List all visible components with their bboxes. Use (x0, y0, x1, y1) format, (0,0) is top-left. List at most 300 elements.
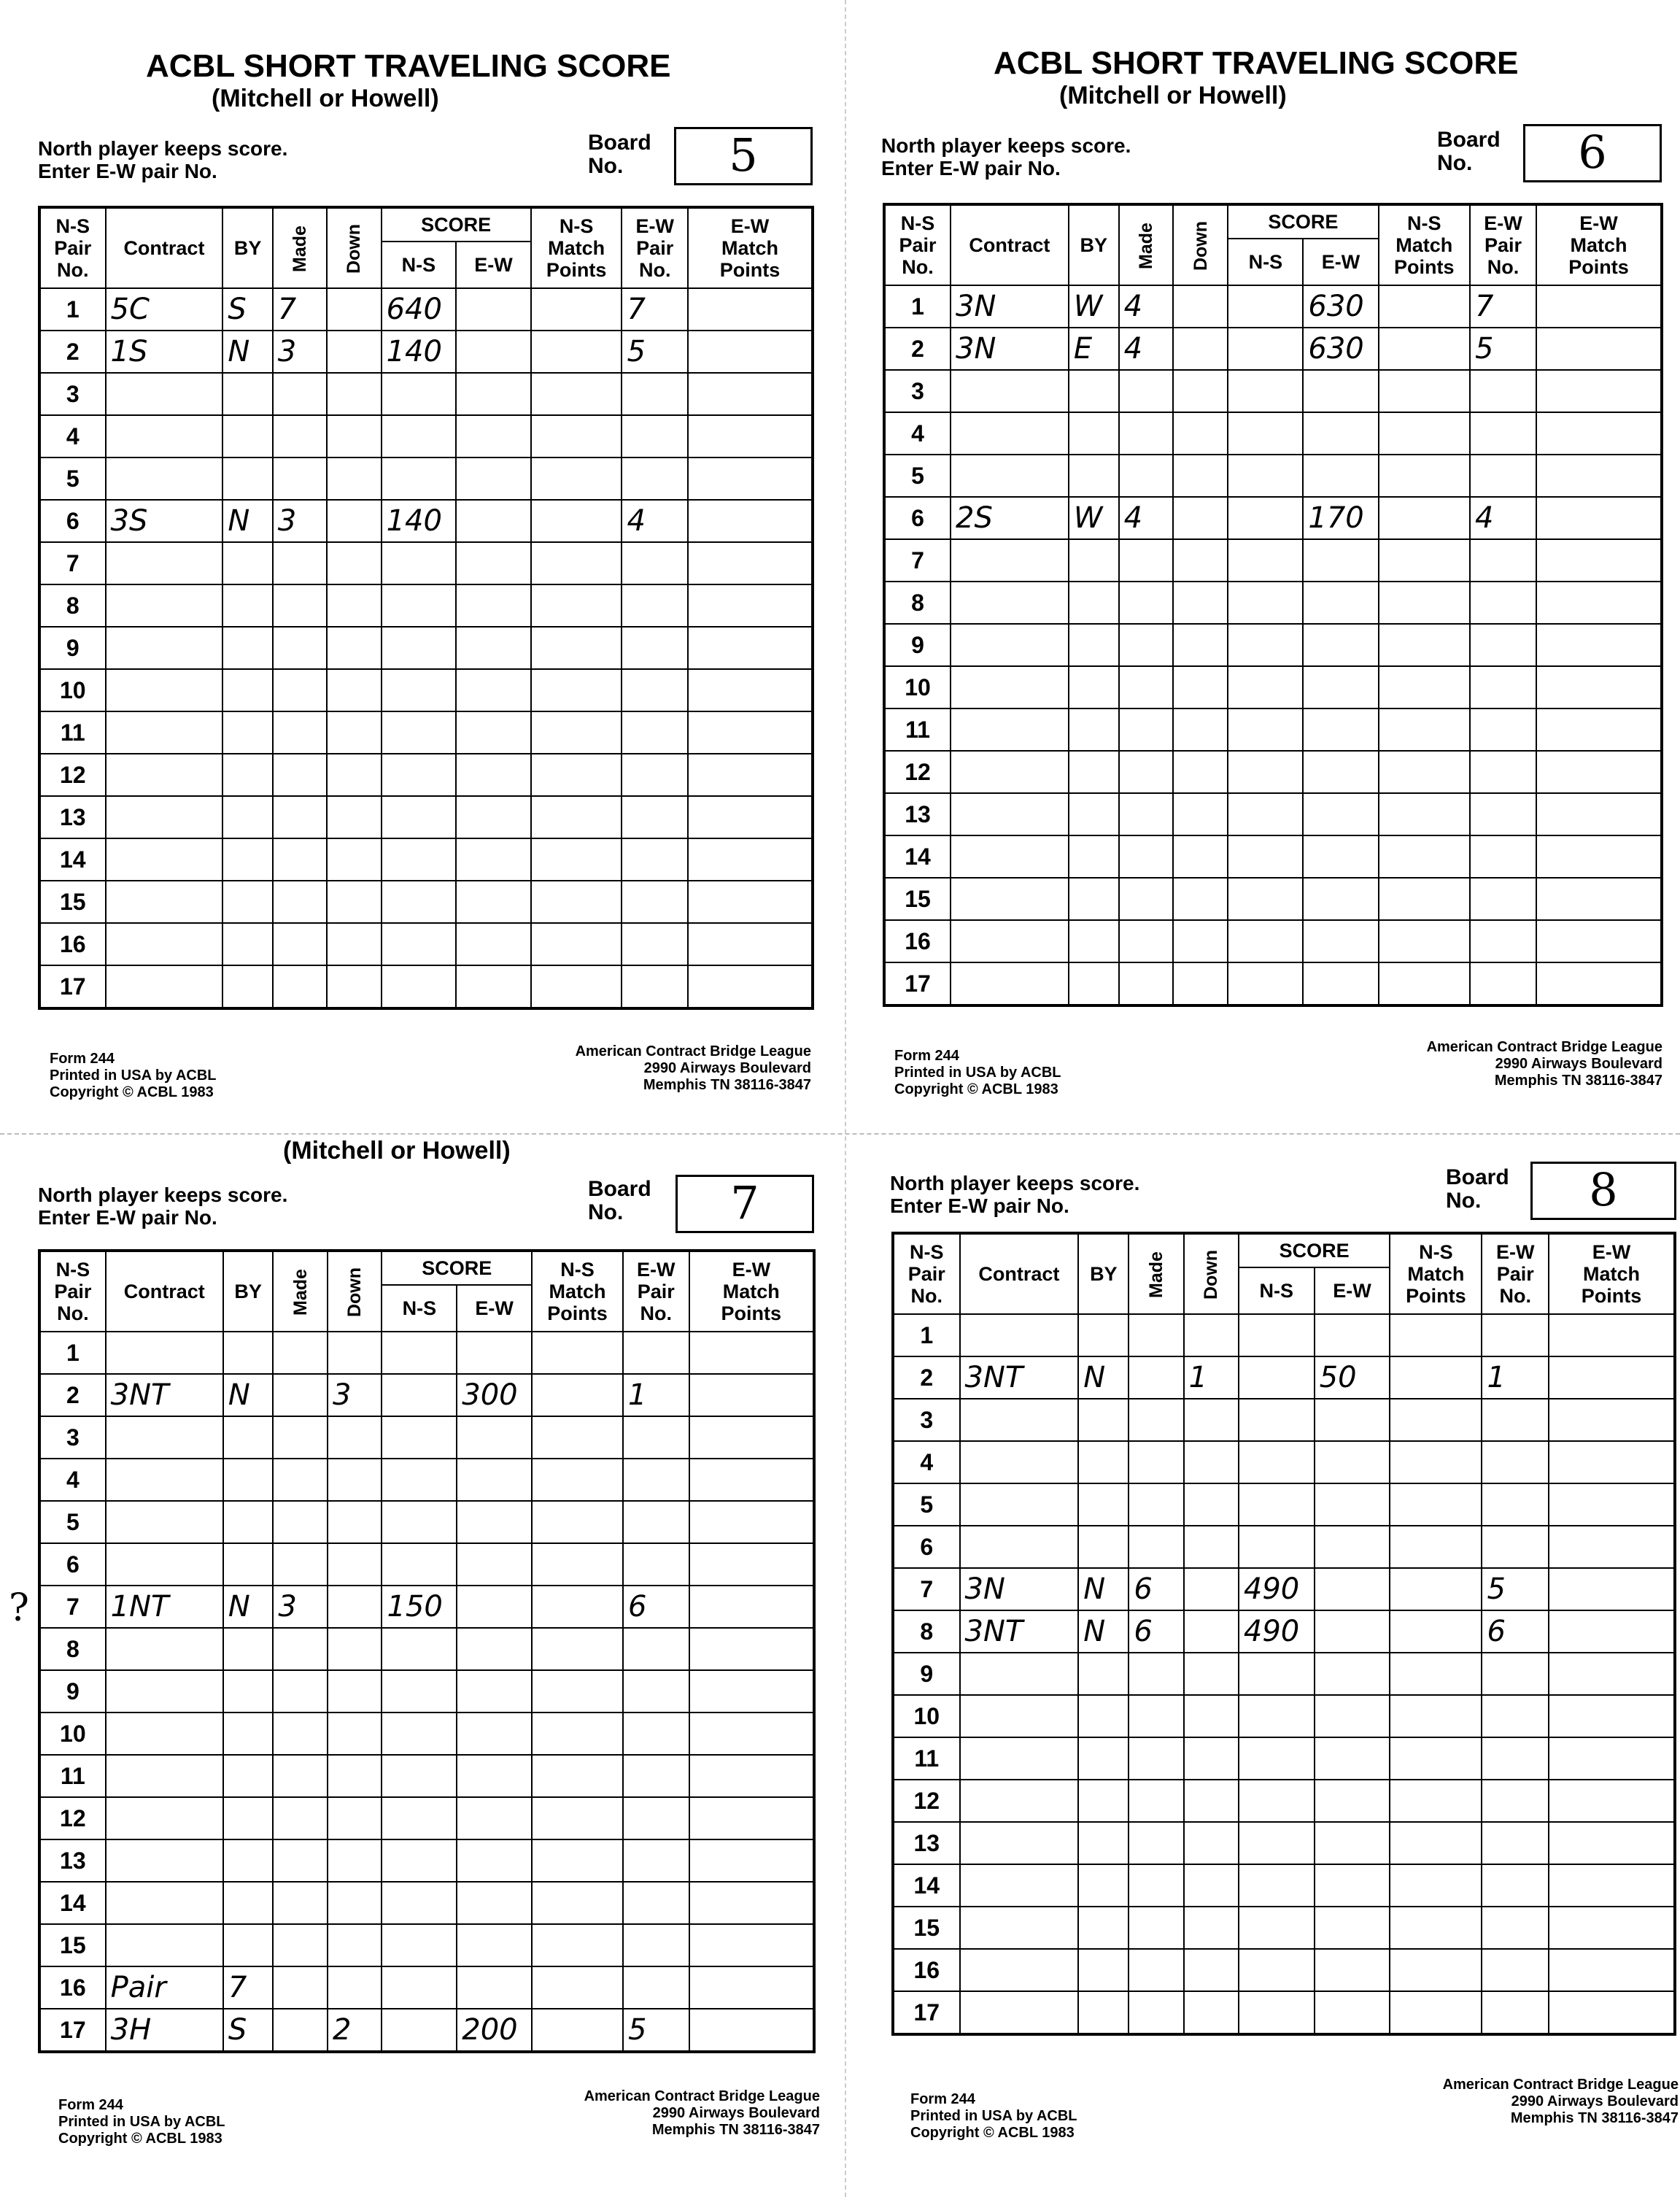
cell-score-ns[interactable] (1228, 793, 1303, 835)
cell-ew-match-points[interactable] (689, 1416, 814, 1459)
cell-by[interactable] (223, 1839, 274, 1882)
cell-ew-pair[interactable] (623, 1543, 689, 1586)
cell-score-ew[interactable] (1315, 1526, 1390, 1568)
cell-ew-match-points[interactable] (689, 1332, 814, 1374)
cell-ew-match-points[interactable] (1549, 1907, 1675, 1949)
cell-score-ns[interactable] (382, 965, 457, 1008)
cell-ns-match-points[interactable] (532, 1374, 623, 1416)
cell-by[interactable] (1078, 1441, 1129, 1483)
cell-ew-match-points[interactable] (688, 415, 813, 457)
cell-ns-match-points[interactable] (1379, 920, 1470, 962)
cell-ns-match-points[interactable] (1379, 370, 1470, 412)
board-number[interactable]: 7 (676, 1175, 814, 1233)
cell-ew-pair[interactable] (1482, 1314, 1549, 1356)
cell-ew-match-points[interactable] (688, 838, 813, 881)
cell-ew-pair[interactable] (622, 373, 688, 415)
cell-ew-match-points[interactable] (688, 500, 813, 542)
cell-ns-match-points[interactable] (1379, 455, 1470, 497)
cell-contract[interactable] (951, 455, 1069, 497)
cell-ew-match-points[interactable] (688, 965, 813, 1008)
cell-by[interactable] (222, 711, 272, 754)
cell-down[interactable] (328, 1416, 382, 1459)
cell-made[interactable] (273, 1459, 328, 1501)
cell-made[interactable] (1119, 666, 1174, 708)
cell-ew-pair[interactable] (622, 627, 688, 669)
cell-made[interactable]: 7 (273, 288, 327, 331)
cell-ns-match-points[interactable] (1379, 835, 1470, 878)
cell-contract[interactable] (106, 1670, 223, 1713)
cell-ew-match-points[interactable] (1536, 920, 1662, 962)
cell-down[interactable] (1184, 1399, 1239, 1441)
cell-made[interactable] (273, 1543, 328, 1586)
cell-ns-match-points[interactable] (532, 1755, 623, 1797)
cell-ew-pair[interactable] (623, 1416, 689, 1459)
cell-ns-match-points[interactable] (531, 288, 622, 331)
cell-by[interactable]: N (1078, 1568, 1129, 1610)
cell-ew-match-points[interactable] (688, 711, 813, 754)
cell-by[interactable] (223, 1713, 274, 1755)
cell-by[interactable] (223, 1501, 274, 1543)
cell-down[interactable]: 2 (328, 2009, 382, 2052)
cell-ns-match-points[interactable] (1390, 1864, 1482, 1907)
cell-ew-pair[interactable] (1482, 1991, 1549, 2034)
cell-score-ew[interactable] (457, 1586, 532, 1628)
cell-score-ew[interactable] (1315, 1991, 1390, 2034)
cell-ew-pair[interactable]: 6 (623, 1586, 689, 1628)
cell-by[interactable] (1069, 793, 1119, 835)
cell-by[interactable] (1078, 1483, 1129, 1526)
cell-ns-match-points[interactable] (1379, 962, 1470, 1005)
cell-contract[interactable] (960, 1864, 1079, 1907)
cell-score-ew[interactable] (1303, 920, 1378, 962)
cell-ew-match-points[interactable] (688, 288, 813, 331)
cell-ew-match-points[interactable] (1536, 708, 1662, 751)
cell-score-ns[interactable] (382, 796, 457, 838)
cell-score-ns[interactable] (1228, 751, 1303, 793)
cell-score-ew[interactable] (1303, 835, 1378, 878)
cell-ns-match-points[interactable] (1390, 1483, 1482, 1526)
cell-contract[interactable] (106, 965, 223, 1008)
cell-contract[interactable] (106, 1543, 223, 1586)
cell-made[interactable] (1129, 1907, 1183, 1949)
cell-ns-match-points[interactable] (532, 1586, 623, 1628)
cell-ew-pair[interactable] (623, 1839, 689, 1882)
cell-contract[interactable] (106, 415, 223, 457)
cell-made[interactable] (273, 373, 327, 415)
cell-down[interactable] (328, 1713, 382, 1755)
cell-down[interactable] (1184, 1610, 1239, 1653)
cell-ew-pair[interactable] (1470, 751, 1536, 793)
cell-score-ew[interactable]: 300 (457, 1374, 532, 1416)
cell-ns-match-points[interactable] (1379, 751, 1470, 793)
cell-made[interactable] (1119, 793, 1174, 835)
cell-score-ns[interactable] (382, 1416, 457, 1459)
cell-score-ew[interactable] (457, 1966, 532, 2009)
cell-contract[interactable] (106, 754, 223, 796)
cell-made[interactable]: 3 (273, 331, 327, 373)
cell-by[interactable]: N (222, 500, 272, 542)
cell-ns-match-points[interactable] (531, 373, 622, 415)
cell-ns-match-points[interactable] (531, 796, 622, 838)
cell-by[interactable] (222, 965, 272, 1008)
cell-score-ns[interactable] (382, 1332, 457, 1374)
cell-contract[interactable] (106, 881, 223, 923)
cell-ew-pair[interactable]: 7 (1470, 285, 1536, 328)
cell-ew-match-points[interactable] (689, 1501, 814, 1543)
cell-down[interactable] (1184, 1949, 1239, 1991)
cell-made[interactable] (273, 711, 327, 754)
cell-made[interactable] (273, 415, 327, 457)
cell-ew-pair[interactable] (1470, 878, 1536, 920)
cell-score-ew[interactable] (456, 288, 531, 331)
cell-ns-match-points[interactable] (531, 965, 622, 1008)
cell-ew-match-points[interactable] (1549, 1483, 1675, 1526)
cell-score-ns[interactable] (382, 1797, 457, 1839)
cell-contract[interactable] (106, 1797, 223, 1839)
cell-down[interactable] (327, 584, 381, 627)
cell-ns-match-points[interactable] (1390, 1610, 1482, 1653)
cell-contract[interactable] (106, 373, 223, 415)
cell-down[interactable] (327, 711, 381, 754)
cell-score-ew[interactable] (457, 1924, 532, 1966)
cell-ns-match-points[interactable] (1390, 1991, 1482, 2034)
cell-ew-match-points[interactable] (688, 881, 813, 923)
cell-score-ns[interactable] (1239, 1991, 1315, 2034)
cell-ns-match-points[interactable] (1379, 666, 1470, 708)
cell-contract[interactable] (106, 1501, 223, 1543)
cell-made[interactable]: 3 (273, 1586, 328, 1628)
cell-score-ew[interactable] (456, 838, 531, 881)
cell-contract[interactable]: 1S (106, 331, 223, 373)
cell-contract[interactable] (951, 751, 1069, 793)
cell-ew-match-points[interactable] (688, 373, 813, 415)
cell-ns-match-points[interactable] (532, 1670, 623, 1713)
cell-down[interactable] (327, 669, 381, 711)
cell-score-ns[interactable] (1228, 666, 1303, 708)
cell-down[interactable]: 3 (328, 1374, 382, 1416)
cell-score-ew[interactable]: 630 (1303, 285, 1378, 328)
cell-down[interactable] (328, 1332, 382, 1374)
cell-contract[interactable]: 3NT (106, 1374, 223, 1416)
cell-ew-pair[interactable] (622, 415, 688, 457)
cell-ew-match-points[interactable] (689, 2009, 814, 2052)
cell-by[interactable] (222, 627, 272, 669)
cell-down[interactable] (1184, 1314, 1239, 1356)
cell-score-ew[interactable] (1315, 1737, 1390, 1780)
cell-by[interactable]: 7 (223, 1966, 274, 2009)
cell-by[interactable] (222, 923, 272, 965)
cell-down[interactable] (327, 881, 381, 923)
cell-ew-match-points[interactable] (1549, 1610, 1675, 1653)
cell-ew-pair[interactable] (1482, 1864, 1549, 1907)
cell-down[interactable] (1173, 751, 1228, 793)
cell-down[interactable] (1173, 624, 1228, 666)
cell-made[interactable] (1129, 1399, 1183, 1441)
cell-made[interactable] (1119, 455, 1174, 497)
cell-by[interactable] (223, 1332, 274, 1374)
cell-contract[interactable] (106, 1924, 223, 1966)
board-number[interactable]: 6 (1523, 124, 1662, 182)
cell-down[interactable] (1184, 1568, 1239, 1610)
cell-contract[interactable] (106, 1713, 223, 1755)
cell-by[interactable] (222, 754, 272, 796)
cell-contract[interactable] (960, 1441, 1079, 1483)
cell-score-ew[interactable] (457, 1670, 532, 1713)
cell-contract[interactable] (951, 539, 1069, 582)
cell-by[interactable] (1069, 624, 1119, 666)
cell-score-ew[interactable] (456, 923, 531, 965)
cell-down[interactable] (1184, 1780, 1239, 1822)
cell-score-ns[interactable] (382, 923, 457, 965)
cell-score-ns[interactable]: 150 (382, 1586, 457, 1628)
cell-by[interactable] (223, 1924, 274, 1966)
cell-made[interactable]: 6 (1129, 1568, 1183, 1610)
cell-ns-match-points[interactable] (1390, 1780, 1482, 1822)
cell-ew-match-points[interactable] (1536, 328, 1662, 370)
cell-ew-pair[interactable] (623, 1459, 689, 1501)
cell-ew-match-points[interactable] (1549, 1737, 1675, 1780)
cell-ns-match-points[interactable] (532, 1882, 623, 1924)
cell-score-ns[interactable] (382, 1670, 457, 1713)
cell-score-ns[interactable] (382, 415, 457, 457)
cell-score-ns[interactable] (382, 1882, 457, 1924)
cell-by[interactable] (1069, 539, 1119, 582)
cell-down[interactable] (1173, 455, 1228, 497)
cell-ns-match-points[interactable] (531, 669, 622, 711)
cell-by[interactable] (223, 1628, 274, 1670)
cell-ew-match-points[interactable] (689, 1966, 814, 2009)
cell-ns-match-points[interactable] (531, 881, 622, 923)
cell-down[interactable] (1184, 1864, 1239, 1907)
cell-ew-pair[interactable] (623, 1501, 689, 1543)
cell-ew-match-points[interactable] (688, 331, 813, 373)
cell-ew-pair[interactable] (1482, 1737, 1549, 1780)
cell-down[interactable] (328, 1501, 382, 1543)
cell-by[interactable] (222, 796, 272, 838)
cell-score-ns[interactable] (1239, 1907, 1315, 1949)
cell-ns-match-points[interactable] (531, 542, 622, 584)
cell-contract[interactable] (951, 835, 1069, 878)
cell-ns-match-points[interactable] (1390, 1314, 1482, 1356)
cell-by[interactable]: N (223, 1586, 274, 1628)
cell-ns-match-points[interactable] (1390, 1399, 1482, 1441)
cell-score-ew[interactable] (456, 965, 531, 1008)
cell-by[interactable] (1069, 920, 1119, 962)
cell-ns-match-points[interactable] (532, 1332, 623, 1374)
cell-down[interactable] (327, 373, 381, 415)
cell-ew-match-points[interactable] (689, 1586, 814, 1628)
cell-by[interactable]: N (1078, 1356, 1129, 1399)
cell-score-ns[interactable] (1239, 1441, 1315, 1483)
cell-ew-match-points[interactable] (688, 584, 813, 627)
cell-contract[interactable] (951, 793, 1069, 835)
cell-score-ns[interactable] (1239, 1949, 1315, 1991)
cell-ns-match-points[interactable] (1379, 582, 1470, 624)
cell-by[interactable] (222, 415, 272, 457)
cell-score-ns[interactable] (1228, 285, 1303, 328)
cell-down[interactable] (1184, 1441, 1239, 1483)
cell-made[interactable] (1129, 1526, 1183, 1568)
cell-contract[interactable]: 2S (951, 497, 1069, 539)
cell-by[interactable] (222, 584, 272, 627)
cell-ew-pair[interactable] (622, 838, 688, 881)
cell-down[interactable]: 1 (1184, 1356, 1239, 1399)
cell-down[interactable] (1173, 878, 1228, 920)
cell-made[interactable] (273, 1670, 328, 1713)
cell-made[interactable] (1119, 539, 1174, 582)
cell-by[interactable] (1078, 1864, 1129, 1907)
cell-contract[interactable]: 3S (106, 500, 223, 542)
cell-score-ew[interactable] (456, 584, 531, 627)
cell-ew-pair[interactable] (622, 457, 688, 500)
cell-score-ns[interactable] (1239, 1314, 1315, 1356)
cell-contract[interactable] (106, 1332, 223, 1374)
cell-down[interactable] (328, 1924, 382, 1966)
cell-by[interactable] (222, 669, 272, 711)
cell-ew-pair[interactable] (622, 965, 688, 1008)
cell-score-ns[interactable] (1228, 962, 1303, 1005)
cell-score-ns[interactable] (1239, 1780, 1315, 1822)
cell-ew-pair[interactable]: 4 (622, 500, 688, 542)
cell-made[interactable] (273, 796, 327, 838)
cell-ew-match-points[interactable] (1536, 455, 1662, 497)
cell-made[interactable] (1119, 582, 1174, 624)
cell-score-ew[interactable] (1315, 1314, 1390, 1356)
cell-made[interactable] (273, 1628, 328, 1670)
cell-contract[interactable]: 3H (106, 2009, 223, 2052)
cell-score-ew[interactable] (1303, 666, 1378, 708)
cell-contract[interactable] (106, 923, 223, 965)
cell-by[interactable] (1069, 582, 1119, 624)
cell-score-ns[interactable] (382, 838, 457, 881)
cell-contract[interactable] (951, 708, 1069, 751)
cell-down[interactable] (1184, 1737, 1239, 1780)
cell-contract[interactable]: 3N (960, 1568, 1079, 1610)
cell-contract[interactable] (106, 1839, 223, 1882)
cell-score-ns[interactable] (382, 669, 457, 711)
cell-made[interactable] (273, 1797, 328, 1839)
cell-ew-match-points[interactable] (688, 457, 813, 500)
cell-ew-match-points[interactable] (1549, 1949, 1675, 1991)
cell-by[interactable] (1078, 1822, 1129, 1864)
cell-by[interactable]: N (1078, 1610, 1129, 1653)
cell-score-ew[interactable] (1303, 793, 1378, 835)
cell-score-ns[interactable] (1239, 1822, 1315, 1864)
cell-ew-pair[interactable] (1482, 1907, 1549, 1949)
cell-by[interactable] (1078, 1949, 1129, 1991)
cell-score-ew[interactable] (1315, 1483, 1390, 1526)
cell-made[interactable] (273, 1374, 328, 1416)
cell-ew-match-points[interactable] (689, 1543, 814, 1586)
cell-ns-match-points[interactable] (1390, 1822, 1482, 1864)
cell-ns-match-points[interactable] (1379, 878, 1470, 920)
cell-score-ew[interactable] (456, 415, 531, 457)
cell-made[interactable] (1129, 1864, 1183, 1907)
cell-contract[interactable] (106, 1755, 223, 1797)
cell-score-ns[interactable] (1228, 708, 1303, 751)
cell-ns-match-points[interactable] (1390, 1737, 1482, 1780)
cell-made[interactable] (1129, 1695, 1183, 1737)
cell-score-ns[interactable] (382, 1628, 457, 1670)
cell-down[interactable] (1173, 539, 1228, 582)
cell-score-ns[interactable] (1228, 455, 1303, 497)
cell-made[interactable] (273, 965, 327, 1008)
cell-by[interactable] (223, 1459, 274, 1501)
cell-ew-match-points[interactable] (689, 1924, 814, 1966)
cell-ew-pair[interactable] (623, 1924, 689, 1966)
cell-score-ns[interactable] (382, 881, 457, 923)
cell-ew-pair[interactable] (622, 923, 688, 965)
cell-by[interactable] (223, 1543, 274, 1586)
cell-made[interactable] (273, 2009, 328, 2052)
cell-score-ew[interactable]: 50 (1315, 1356, 1390, 1399)
cell-ew-match-points[interactable] (689, 1755, 814, 1797)
cell-made[interactable] (273, 669, 327, 711)
cell-score-ns[interactable] (382, 542, 457, 584)
cell-ew-match-points[interactable] (1536, 539, 1662, 582)
cell-ns-match-points[interactable] (1379, 328, 1470, 370)
cell-ew-pair[interactable]: 7 (622, 288, 688, 331)
cell-score-ew[interactable] (457, 1755, 532, 1797)
cell-score-ns[interactable] (382, 1543, 457, 1586)
cell-score-ns[interactable] (1228, 412, 1303, 455)
cell-by[interactable] (1069, 370, 1119, 412)
cell-ew-pair[interactable]: 5 (1470, 328, 1536, 370)
cell-score-ew[interactable] (1303, 582, 1378, 624)
cell-ew-pair[interactable] (1482, 1949, 1549, 1991)
cell-made[interactable] (1119, 624, 1174, 666)
cell-score-ew[interactable] (1303, 708, 1378, 751)
cell-down[interactable] (327, 923, 381, 965)
cell-ns-match-points[interactable] (1379, 793, 1470, 835)
cell-made[interactable] (1119, 751, 1174, 793)
cell-score-ns[interactable] (1228, 328, 1303, 370)
cell-by[interactable] (223, 1670, 274, 1713)
cell-ew-match-points[interactable] (1549, 1991, 1675, 2034)
cell-ew-match-points[interactable] (689, 1882, 814, 1924)
cell-score-ew[interactable] (1315, 1568, 1390, 1610)
cell-ew-pair[interactable]: 5 (622, 331, 688, 373)
cell-score-ew[interactable] (457, 1882, 532, 1924)
cell-ns-match-points[interactable] (532, 1924, 623, 1966)
cell-score-ns[interactable] (382, 1966, 457, 2009)
cell-made[interactable] (1119, 878, 1174, 920)
cell-ew-match-points[interactable] (689, 1670, 814, 1713)
cell-made[interactable] (273, 1924, 328, 1966)
cell-made[interactable] (273, 627, 327, 669)
cell-score-ew[interactable]: 170 (1303, 497, 1378, 539)
cell-by[interactable] (1078, 1737, 1129, 1780)
cell-ew-pair[interactable] (1470, 666, 1536, 708)
cell-ew-pair[interactable] (1470, 412, 1536, 455)
cell-contract[interactable] (960, 1653, 1079, 1695)
cell-ew-pair[interactable] (1482, 1483, 1549, 1526)
cell-score-ew[interactable] (456, 331, 531, 373)
cell-down[interactable] (1184, 1907, 1239, 1949)
cell-ns-match-points[interactable] (531, 584, 622, 627)
cell-ew-pair[interactable] (623, 1713, 689, 1755)
cell-score-ew[interactable] (456, 500, 531, 542)
cell-score-ns[interactable] (382, 1713, 457, 1755)
cell-score-ns[interactable] (1228, 624, 1303, 666)
cell-down[interactable] (328, 1628, 382, 1670)
cell-contract[interactable] (951, 412, 1069, 455)
cell-contract[interactable] (960, 1483, 1079, 1526)
cell-ew-match-points[interactable] (1536, 285, 1662, 328)
cell-down[interactable] (327, 500, 381, 542)
cell-score-ns[interactable] (382, 1374, 457, 1416)
cell-contract[interactable] (960, 1780, 1079, 1822)
